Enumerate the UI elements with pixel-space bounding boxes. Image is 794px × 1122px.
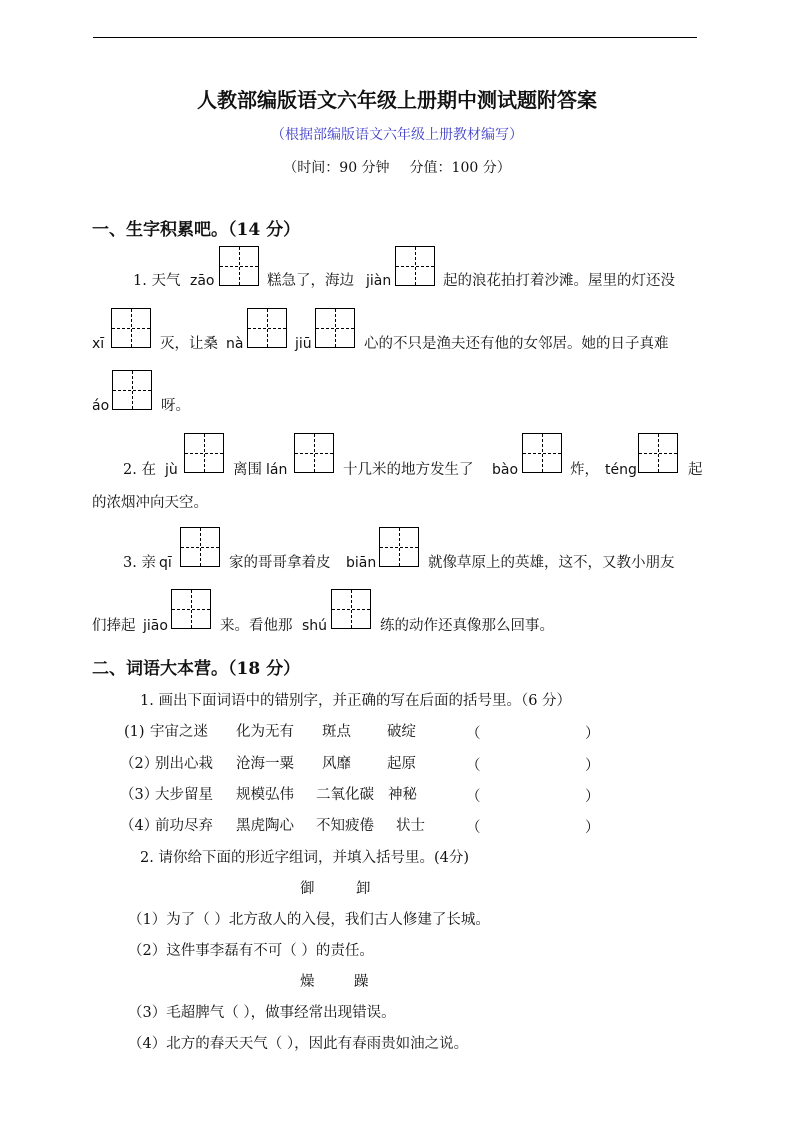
- tian-box[interactable]: [395, 246, 435, 286]
- fill-sentence-2[interactable]: （2）这件事李磊有不可（ ）的责任。: [128, 943, 374, 959]
- q1-pinyin-6: áo: [92, 398, 110, 414]
- q2-pinyin-2: lán: [266, 462, 288, 478]
- word-item[interactable]: 起原: [387, 756, 416, 772]
- tian-box[interactable]: [315, 308, 355, 348]
- q2-text-b: 离围: [233, 462, 262, 478]
- q2-text-c: 十几米的地方发生了: [343, 462, 474, 478]
- q1-pinyin-3: xī: [92, 336, 105, 352]
- exam-score: 分值：100 分）: [409, 160, 511, 176]
- tian-box[interactable]: [379, 527, 419, 567]
- page-title: 人教部编版语文六年级上册期中测试题附答案: [197, 88, 597, 112]
- answer-paren-open: （: [466, 820, 481, 836]
- q2-pinyin-4: téng: [605, 462, 637, 478]
- fill-sentence-4[interactable]: （4）北方的春天天气（ ），因此有春雨贵如油之说。: [128, 1036, 469, 1052]
- q1-text-b: 糕急了，海边: [267, 273, 354, 289]
- char-pair-1a: 御: [300, 881, 315, 897]
- word-item[interactable]: 化为无有: [236, 724, 294, 740]
- header-rule: [93, 37, 697, 38]
- char-pair-2a: 燥: [300, 974, 315, 990]
- q2-prompt: 2. 请你给下面的形近字组词，并填入括号里。(4分): [140, 850, 469, 866]
- tian-box[interactable]: [111, 308, 151, 348]
- word-item[interactable]: 破绽: [387, 724, 416, 740]
- exam-time: （时间：90 分钟: [283, 160, 390, 176]
- answer-paren-open: （: [466, 758, 481, 774]
- q1-text-e: 心的不只是渔夫还有他的女邻居。她的日子真难: [364, 336, 669, 352]
- q1-pinyin-4: nà: [226, 336, 244, 352]
- tian-box[interactable]: [184, 433, 224, 473]
- q1-pinyin-5: jiū: [295, 336, 312, 352]
- q1-pinyin-2: jiàn: [366, 273, 392, 289]
- word-item[interactable]: 斑点: [322, 724, 351, 740]
- tian-box[interactable]: [219, 246, 259, 286]
- q2-pinyin-1: jù: [165, 462, 178, 478]
- q3-text-f: 练的动作还真像那么回事。: [380, 618, 554, 634]
- word-item[interactable]: 沧海一粟: [236, 756, 294, 772]
- tian-box[interactable]: [638, 433, 678, 473]
- tian-box[interactable]: [247, 308, 287, 348]
- section-heading-1: 一、生字积累吧。（14 分）: [92, 220, 301, 240]
- answer-paren-open: （: [466, 726, 481, 742]
- tian-box[interactable]: [331, 589, 371, 629]
- word-item[interactable]: 大步留星: [155, 787, 213, 803]
- q1-text-a: 1. 天气: [133, 273, 181, 289]
- answer-paren-close: ）: [585, 758, 600, 774]
- word-item[interactable]: 神秘: [388, 787, 417, 803]
- q2-pinyin-3: bào: [492, 462, 519, 478]
- q3-pinyin-4: shú: [302, 618, 328, 634]
- word-item[interactable]: 状士: [396, 818, 425, 834]
- word-item[interactable]: 二氧化碳: [316, 787, 374, 803]
- answer-paren-close: ）: [585, 789, 600, 805]
- row-number: （2）: [120, 756, 159, 772]
- q2-text-a: 2. 在: [123, 462, 156, 478]
- word-item[interactable]: 风靡: [322, 756, 351, 772]
- tian-box[interactable]: [180, 527, 220, 567]
- q1-text-d: 灭，让桑: [160, 336, 218, 352]
- q1-text-c: 起的浪花拍打着沙滩。屋里的灯还没: [443, 273, 675, 289]
- q3-text-b: 家的哥哥拿着皮: [229, 555, 331, 571]
- q1-prompt: 1. 画出下面词语中的错别字，并正确的写在后面的括号里。（6 分）: [140, 693, 572, 709]
- q3-text-d: 们捧起: [92, 618, 136, 634]
- q3-pinyin-3: jiāo: [143, 618, 168, 634]
- word-item[interactable]: 别出心栽: [155, 756, 213, 772]
- section-heading-2: 二、词语大本营。（18 分）: [92, 659, 301, 679]
- char-pair-2b: 躁: [354, 974, 369, 990]
- exam-meta: [0, 157, 794, 177]
- row-number: (1): [124, 724, 145, 740]
- word-item[interactable]: 前功尽弃: [155, 818, 213, 834]
- word-item[interactable]: 宇宙之迷: [150, 724, 208, 740]
- page-subtitle: （根据部编版语文六年级上册教材编写）: [271, 127, 523, 143]
- fill-sentence-1[interactable]: （1）为了（ ）北方敌人的入侵，我们古人修建了长城。: [128, 912, 490, 928]
- word-item[interactable]: 黑虎陶心: [236, 818, 294, 834]
- answer-paren-close: ）: [585, 820, 600, 836]
- row-number: （4）: [120, 818, 159, 834]
- q2-text-f: 的浓烟冲向天空。: [92, 495, 208, 511]
- q2-text-d: 炸，: [570, 462, 599, 478]
- fill-sentence-3[interactable]: （3）毛超脾气（ ），做事经常出现错误。: [128, 1005, 396, 1021]
- tian-box[interactable]: [294, 433, 334, 473]
- q1-pinyin-1: zāo: [190, 273, 215, 289]
- q3-pinyin-1: qī: [159, 555, 172, 571]
- q1-text-f: 呀。: [161, 398, 190, 414]
- row-number: （3）: [120, 787, 159, 803]
- q3-text-e: 来。看他那: [220, 618, 293, 634]
- word-item[interactable]: 规模弘伟: [236, 787, 294, 803]
- char-pair-1b: 卸: [356, 881, 371, 897]
- q2-text-e: 起: [688, 462, 703, 478]
- word-item[interactable]: 不知疲倦: [316, 818, 374, 834]
- q3-pinyin-2: biān: [346, 555, 377, 571]
- q3-text-a: 3. 亲: [123, 555, 156, 571]
- tian-box[interactable]: [171, 589, 211, 629]
- tian-box[interactable]: [522, 433, 562, 473]
- answer-paren-close: ）: [585, 726, 600, 742]
- q3-text-c: 就像草原上的英雄，这不，又教小朋友: [428, 555, 675, 571]
- tian-box[interactable]: [112, 370, 152, 410]
- answer-paren-open: （: [466, 789, 481, 805]
